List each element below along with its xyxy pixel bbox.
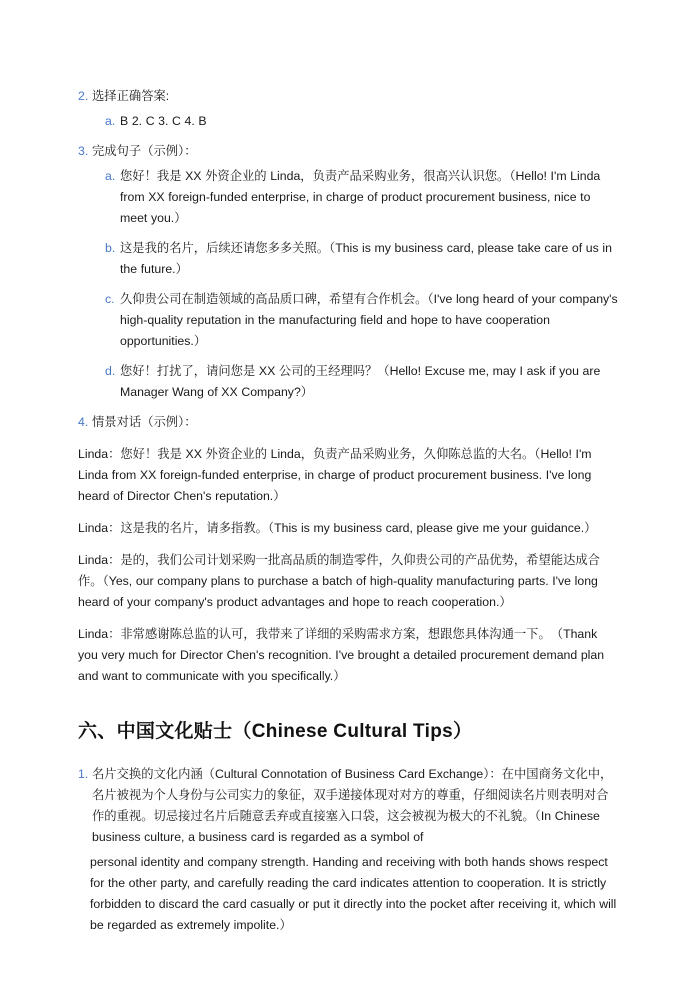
list-item-sentence-d (105, 361, 620, 403)
exercise-2-title: 选择正确答案: (92, 89, 170, 103)
list-marker-3b: b. (105, 241, 116, 255)
list-marker-3c: c. (105, 292, 115, 306)
sentence-a-text: 您好！我是 XX 外资企业的 Linda，负责产品采购业务，很高兴认识您。（Hello! I'm Linda from XX foreign-funded enterprise, in charge of product procurement business, nice to meet you.） (120, 169, 601, 225)
list-marker-tip-1: 1. (78, 767, 89, 781)
dialogue-line-2: Linda：这是我的名片，请多指教。（This is my business card, please give me your guidance.） (78, 521, 597, 535)
list-item-cultural-tip-1 (78, 764, 620, 848)
list-item-sentence-c (105, 289, 620, 352)
exercise-4-title: 情景对话（示例）： (92, 415, 197, 429)
list-item-sentence-b (105, 238, 620, 280)
exercise-3-title: 完成句子（示例）： (92, 144, 197, 158)
list-marker-4: 4. (78, 415, 89, 429)
list-item-exercise-3 (78, 141, 620, 162)
section-heading-cultural-tips: 六、中国文化贴士（Chinese Cultural Tips） (78, 721, 473, 742)
list-marker-2a: a. (105, 114, 116, 128)
dialogue-line-1: Linda：您好！我是 XX 外资企业的 Linda，负责产品采购业务，久仰陈总监的大名。（Hello! I'm Linda from XX foreign-funded enterprise, in charge of product procurement business. I've long heard of Director Chen's reputation.） (78, 447, 592, 503)
list-marker-3d: d. (105, 364, 116, 378)
list-item-exercise-2-answers (105, 111, 620, 132)
sentence-d-text: 您好！打扰了，请问您是 XX 公司的王经理吗？（Hello! Excuse me, may I ask if you are Manager Wang of XX Company?） (120, 364, 601, 399)
cultural-tip-1-text-cn: 名片交换的文化内涵（Cultural Connotation of Business Card Exchange）：在中国商务文化中，名片被视为个人身份与公司实力的象征，双手递接体现对对方的尊重，仔细阅读名片则表明对合作的重视。切忌接过名片后随意丢弃或直接塞入口袋，这会被视为极大的不礼貌。（In Chinese business culture, a business card is regarded as a symbol of (92, 767, 613, 844)
dialogue-line-4: Linda：非常感谢陈总监的认可，我带来了详细的采购需求方案，想跟您具体沟通一下。 （Thank you very much for Director Chen's recognition. I've brought a detailed procurement demand plan and want to communicate with you specifically.） (78, 627, 605, 683)
list-item-exercise-2 (78, 86, 620, 107)
list-marker-3a: a. (105, 169, 116, 183)
sentence-c-text: 久仰贵公司在制造领域的高品质口碑，希望有合作机会。（I've long heard of your company's high-quality reputation in the manufacturing field and hope to have cooperation opportunities.） (120, 292, 618, 348)
dialogue-line-3: Linda：是的，我们公司计划采购一批高品质的制造零件，久仰贵公司的产品优势，希望能达成合作。（Yes, our company plans to purchase a batch of high-quality manufacturing parts. I've long heard of your company's product advantages and hope to reach cooperation.） (78, 553, 600, 609)
list-item-sentence-a (105, 166, 620, 229)
list-item-exercise-4 (78, 412, 620, 433)
list-marker-2: 2. (78, 89, 89, 103)
cultural-tip-1-text-en: personal identity and company strength. Handing and receiving with both hands shows respect for the other party, and carefully reading the card indicates attention to cooperation. It is strictly forbidden to discard the card casually or put it directly into the pocket after receiving it, which will be regarded as extremely impolite.） (90, 855, 617, 932)
sentence-b-text: 这是我的名片，后续还请您多多关照。（This is my business card, please take care of us in the future.） (120, 241, 612, 276)
list-marker-3: 3. (78, 144, 89, 158)
exercise-2-answer-text: B 2. C 3. C 4. B (120, 114, 207, 128)
